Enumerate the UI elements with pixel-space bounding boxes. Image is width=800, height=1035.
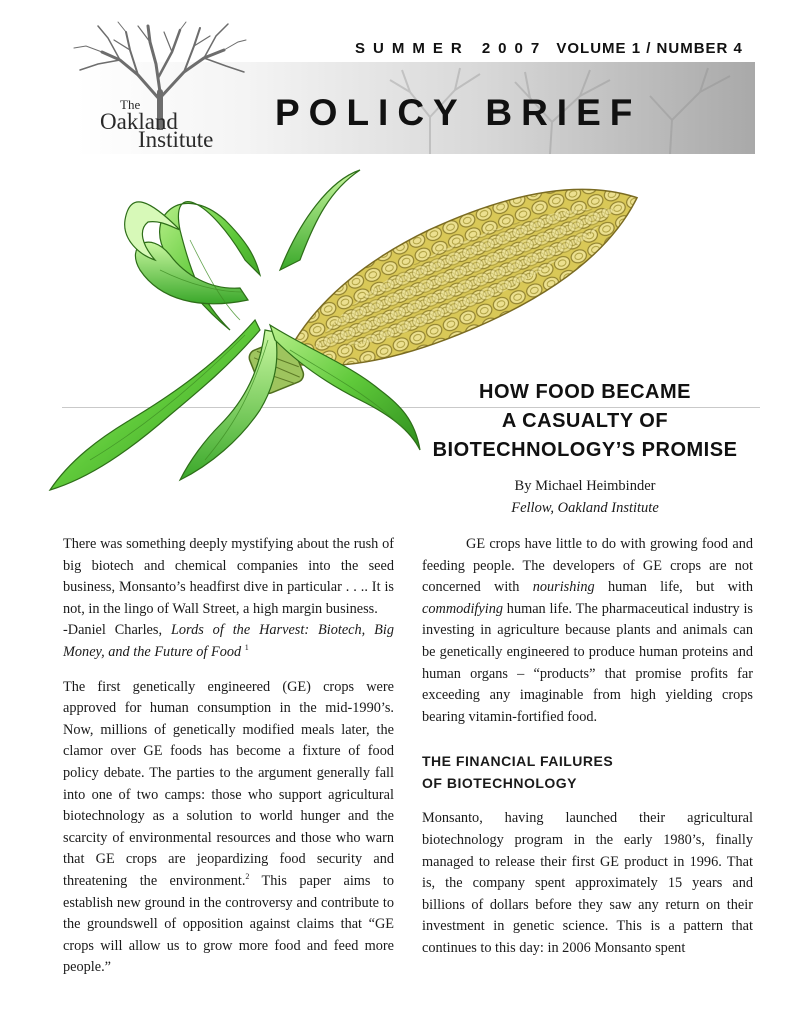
section-heading [422, 750, 753, 794]
footnote-ref-1[interactable]: 1 [244, 643, 249, 653]
author-affiliation: Fellow, Oakland Institute [511, 500, 659, 516]
left-column [63, 534, 394, 979]
article-headline [415, 378, 755, 465]
body-paragraph-1 [422, 534, 753, 728]
p1-text-c: human life. The pharmaceutical industry is investing in agriculture because plants and animals can be genetically engineered to produce human proteins and human organs – “products” that promise profits far exceeding any imaginable from high yielding crops bearing vitamin-fortified food. [422, 600, 753, 725]
headline-line-1: HOW FOOD BECAME [479, 381, 691, 403]
issue-line [355, 40, 755, 57]
logo-the: The [120, 97, 141, 112]
intro-paragraph [63, 677, 394, 979]
footnote-ref-2[interactable]: 2 [245, 872, 250, 882]
epigraph-attribution [63, 620, 394, 663]
policy-brief-title: POLICY BRIEF [275, 92, 642, 133]
logo-oakland: Oakland [100, 109, 178, 134]
p1-text-a: GE crops have little to do with growing food and feeding people. The developers of GE crops are not concerned with [422, 536, 753, 596]
epigraph-author: -Daniel Charles, [63, 622, 163, 639]
p1-text-b: human life, but with [594, 579, 753, 596]
epigraph-book-title: Lords of the Harvest: Biotech, Big Money, and the Future of Food [63, 622, 394, 660]
p1-emphasis-commodifying: commodifying [422, 600, 503, 617]
epigraph-quote: There was something deeply mystifying about the rush of big biotech and chemical companies into the seed business, Monsanto’s headfirst dive in particular . . .. It is not, in the lingo of Wall Street, a high margin business. [63, 536, 394, 617]
section-heading-line-1: THE FINANCIAL FAILURES [422, 753, 614, 770]
section-heading-line-2: OF BIOTECHNOLOGY [422, 775, 577, 792]
byline [415, 475, 755, 519]
p1-emphasis-nourishing: nourishing [532, 579, 595, 596]
logo-institute: Institute [138, 127, 214, 152]
author-name: By Michael Heimbinder [514, 478, 656, 494]
intro-text-b: This paper aims to establish new ground in the controversy and contribute to the groundswell of opposition against claims that “GE crops will allow us to grow more food and feed more people.” [63, 872, 395, 976]
issue-season: SUMMER 2007 [355, 40, 548, 57]
issue-volume: VOLUME 1 / NUMBER 4 [556, 40, 743, 57]
headline-line-2: A CASUALTY OF [501, 410, 669, 432]
body-paragraph-2: Monsanto, having launched their agricultural biotechnology program in the early 1980’s, finally managed to release their first GE product in 1996. That is, the company spent approximately 15 years and billions of dollars before they saw any return on their investment in genetic science. This is a pattern that continues to this day: in 2006 Monsanto spent [422, 810, 753, 956]
right-column [422, 534, 753, 960]
intro-text-a: The first genetically engineered (GE) crops were approved for human consumption in the mid-1990’s. Now, millions of genetically modified meals later, the clamor over GE foods has become a fixture of food policy debate. The parties to the argument generally fall into one of two camps: those who support agricultural biotechnology as a solution to world hunger and the scarcity of environmental resources and those who warn that GE crops are jeopardizing food security and threatening the environment. [63, 678, 394, 889]
headline-line-3: BIOTECHNOLOGY’S PROMISE [432, 439, 738, 461]
